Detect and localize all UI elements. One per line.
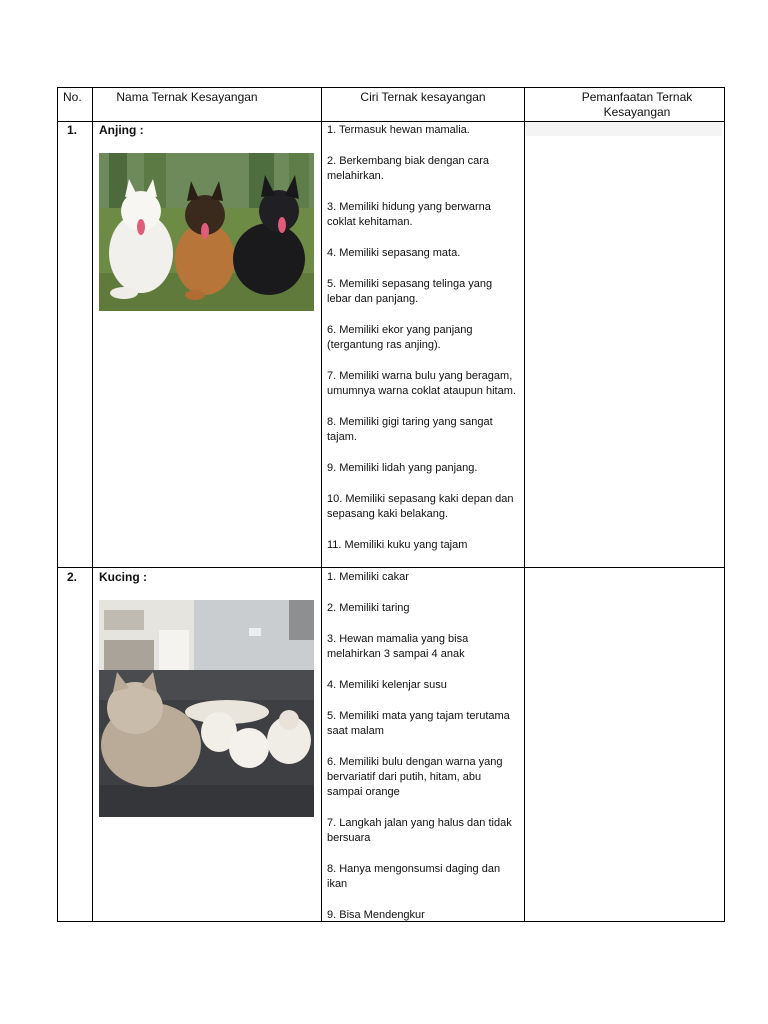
row2-no: 2. <box>67 570 78 584</box>
trait-item: 8. Memiliki gigi taring yang sangat tajam. <box>327 416 493 443</box>
trait-item: 11. Memiliki kuku yang tajam <box>327 539 468 551</box>
trait-item: 5. Memiliki sepasang telinga yang lebar dan panjang. <box>327 278 493 305</box>
border-right <box>724 87 725 922</box>
trait-item: 7. Langkah jalan yang halus dan tidak bersuara <box>327 817 512 844</box>
photo-cat-with-kittens <box>99 600 314 817</box>
trait-item: 2. Berkembang biak dengan cara melahirkan. <box>327 155 490 182</box>
border-col3 <box>524 87 525 922</box>
header-traits: Ciri Ternak kesayangan <box>360 90 486 104</box>
border-col2 <box>321 87 322 922</box>
trait-item: 5. Memiliki mata yang tajam terutama saat malam <box>327 710 510 737</box>
row1-name: Anjing : <box>99 123 144 137</box>
trait-item: 7. Memiliki warna bulu yang beragam, umumnya warna coklat ataupun hitam. <box>327 370 516 397</box>
trait-item: 6. Memiliki bulu dengan warna yang bervariatif dari putih, hitam, abu sampai orange <box>327 756 503 798</box>
trait-item: 6. Memiliki ekor yang panjang (tergantung ras anjing). <box>327 324 473 351</box>
trait-item: 9. Bisa Mendengkur <box>327 909 425 921</box>
trait-item: 8. Hanya mengonsumsi daging dan ikan <box>327 863 501 890</box>
header-no: No. <box>63 90 82 104</box>
trait-item: 3. Hewan mamalia yang bisa melahirkan 3 sampai 4 anak <box>327 633 469 660</box>
border-top <box>57 87 725 88</box>
trait-item: 2. Memiliki taring <box>327 602 410 614</box>
trait-item: 4. Memiliki sepasang mata. <box>327 247 461 259</box>
border-header <box>57 121 725 122</box>
row2-name: Kucing : <box>99 570 147 584</box>
row1-no: 1. <box>67 123 78 137</box>
header-uses: Pemanfaatan Ternak Kesayangan <box>581 90 693 119</box>
trait-item: 4. Memiliki kelenjar susu <box>327 679 447 691</box>
border-col1 <box>92 87 93 922</box>
animal-table <box>57 87 725 922</box>
trait-item: 1. Termasuk hewan mamalia. <box>327 124 470 136</box>
photo-three-dogs <box>99 153 314 311</box>
row1-traits <box>327 123 519 569</box>
trait-item: 3. Memiliki hidung yang berwarna coklat kehitaman. <box>327 201 491 228</box>
row2-traits <box>327 570 519 939</box>
header-name: Nama Ternak Kesayangan <box>116 90 258 104</box>
trait-item: 1. Memiliki cakar <box>327 571 409 583</box>
trait-item: 9. Memiliki lidah yang panjang. <box>327 462 478 474</box>
trait-item: 10. Memiliki sepasang kaki depan dan sepasang kaki belakang. <box>327 493 514 520</box>
border-left <box>57 87 58 922</box>
